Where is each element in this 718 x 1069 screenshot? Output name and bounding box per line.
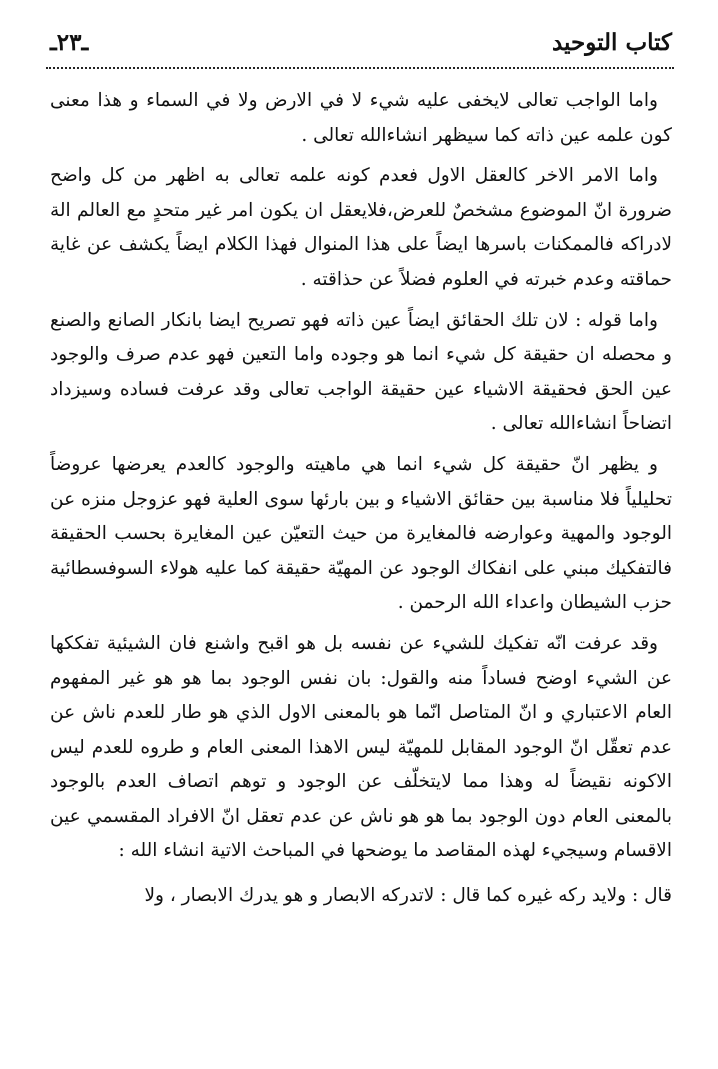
book-title: كتاب التوحيد [551,28,672,56]
body-text [50,84,672,920]
paragraph: قال : ولايد ركه غيره كما قال : لاتدركه الابصار و هو يدرك الابصار ، ولا [144,885,672,907]
paragraph: و يظهر انّ حقيقة كل شيء انما هي ماهيته والوجود كالعدم يعرضها عروضاً تحليلياً فلا مناسبة بين حقائق الاشياء و بين بارئها سوى العلية فهو عزوجل منزه عن الوجود والمهية وعوارضه فالمغايرة من حيث التعيّن عين المغايرة بحسب الحقيقة فالتفكيك مبني على انفكاك الوجود عن المهيّة حقيقة كما عليه هولاء السوفسطائية حزب الشيطان واعداء الله الرحمن . [50,453,672,614]
page-header [50,22,672,62]
paragraph: واما قوله : لان تلك الحقائق ايضاً عين ذاته فهو تصريح ايضا بانكار الصانع والصنع و محصله ان حقيقة كل شيء انما هو وجوده واما التعين فهو عدم صرف والوجود عين الحق فحقيقة الاشياء عين حقيقة الواجب تعالى وقد عرفت فساده وسيزداد اتضاحاً انشاءالله تعالى . [50,309,672,435]
paragraph: وقد عرفت انّه تفكيك للشيء عن نفسه بل هو اقبح واشنع فان الشيئية تفككها عن الشيء اوضح فساداً منه والقول: بان نفس الوجود بما هو هو غير المفهوم العام الاعتباري و انّ المتاصل انّما هو بالمعنى الاول الذي هو طار للعدم ناش عن عدم تعقّل انّ الوجود المقابل للمهيّة ليس الاهذا المعنى العام و طروه للعدم ليس الاكونه نقيضاً له وهذا مما لايتخلّف عن الوجود و توهم اتصاف العدم بالوجود بالمعنى العام دون الوجود بما هو هو ناش عن عدم تعقل انّ الافراد المقسمي عين الاقسام وسيجيء لهذه المقاصد ما يوضحها في المباحث الاتية انشاء الله : [50,632,672,862]
paragraph: واما الواجب تعالى لايخفى عليه شيء لا في الارض ولا في السماء و هذا معنى كون علمه عين ذاته كما سيظهر انشاءالله تعالى . [50,90,672,146]
header-divider [46,67,674,69]
paragraph: واما الامر الاخر كالعقل الاول فعدم كونه علمه تعالى به اظهر من كل واضح ضرورة انّ الموضوع مشخصٌ للعرض،فلايعقل ان يكون امر غير متحدٍ مع العالم الة لادراكه فالممكنات باسرها ايضاً على هذا المنوال فهذا الكلام ايضاً يكشف عن غاية حماقته وعدم خبرته في العلوم فضلاً عن حذاقته . [50,165,672,290]
page-number: ـ٢٣ـ [50,28,89,56]
